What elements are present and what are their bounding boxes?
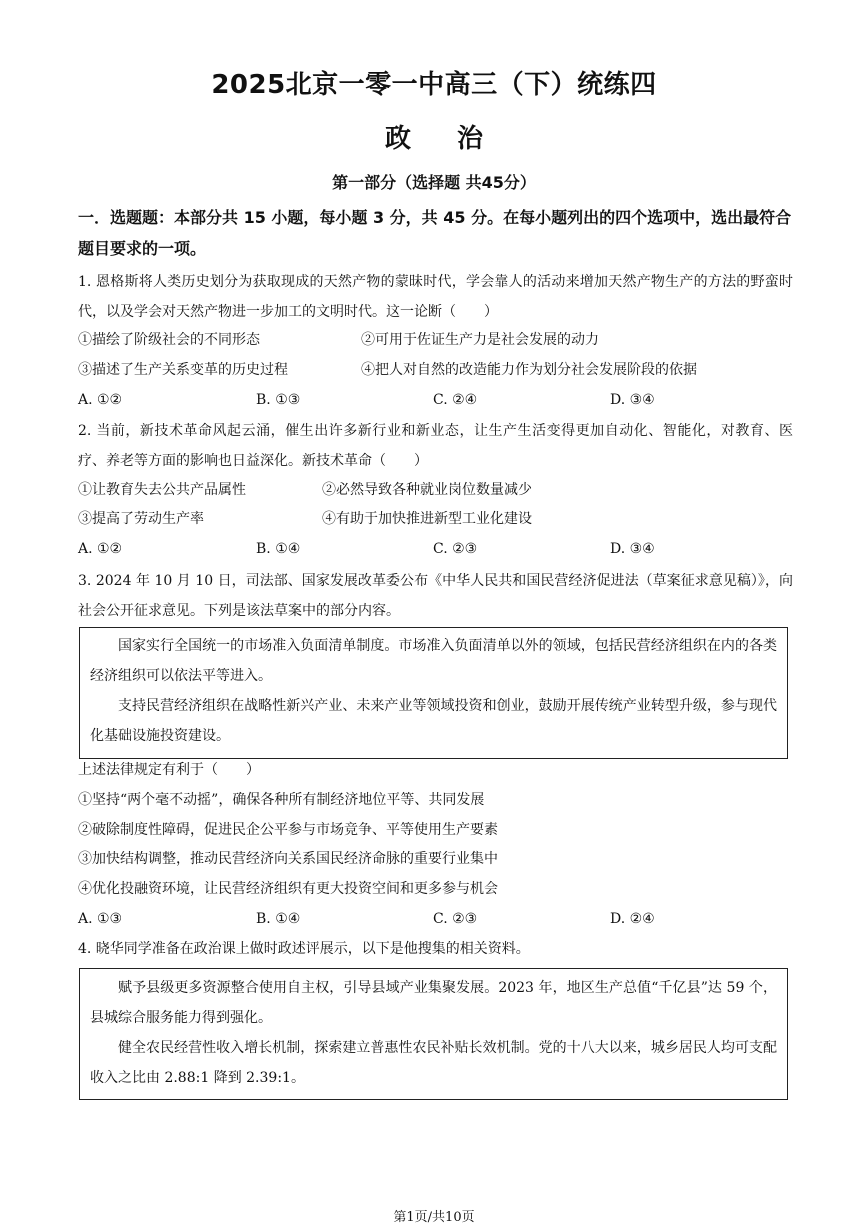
subject-title: 政治: [384, 124, 529, 154]
q2-statement-1: ①让教育失去公共产品属性: [78, 482, 246, 498]
q1-option-d[interactable]: D. ③④: [610, 392, 655, 408]
q1-statement-3: ③描述了生产关系变革的历史过程: [78, 362, 288, 378]
q3-excerpt-paragraph-1: 国家实行全国统一的市场准入负面清单制度。市场准入负面清单以外的领域，包括民营经济组织在内的各类经济组织可以依法平等进入。: [90, 638, 777, 684]
exam-title: 2025北京一零一中高三（下）统练四: [211, 70, 657, 100]
q4-material-paragraph-2: 健全农民经营性收入增长机制，探索建立普惠性农民补贴长效机制。党的十八大以来，城乡居民人均可支配收入之比由 2.88:1 降到 2.39:1。: [90, 1040, 777, 1086]
q2-option-c[interactable]: C. ②③: [433, 541, 478, 557]
q1-option-a[interactable]: A. ①②: [78, 392, 123, 408]
q2-statement-3: ③提高了劳动生产率: [78, 511, 204, 527]
q3-excerpt-paragraph-2: 支持民营经济组织在战略性新兴产业、未来产业等领域投资和创业，鼓励开展传统产业转型升级，参与现代化基础设施投资建设。: [90, 698, 777, 744]
q1-stem: 1. 恩格斯将人类历史划分为获取现成的天然产物的蒙昧时代，学会靠人的活动来增加天然产物生产的方法的野蛮时代，以及学会对天然产物进一步加工的文明时代。这一论断（ ）: [78, 274, 793, 320]
q3-statement-2: ②破除制度性障碍，促进民企公平参与市场竞争、平等使用生产要素: [78, 822, 498, 838]
q1-statement-2: ②可用于佐证生产力是社会发展的动力: [361, 332, 599, 348]
section-instruction: 一．选题题：本部分共 15 小题，每小题 3 分，共 45 分。在每小题列出的四个选项中，选出最符合题目要求的一项。: [78, 208, 792, 258]
q3-statement-3: ③加快结构调整，推动民营经济向关系国民经济命脉的重要行业集中: [78, 851, 498, 867]
q3-stem: 3. 2024 年 10 月 10 日，司法部、国家发展改革委公布《中华人民共和国民营经济促进法（草案征求意见稿）》，向社会公开征求意见。下列是该法草案中的部分内容。: [78, 573, 793, 619]
q3-excerpt-box: [79, 627, 788, 759]
q3-option-c[interactable]: C. ②③: [433, 911, 478, 927]
page-number: 第1页/共10页: [393, 1210, 475, 1225]
q2-statement-4: ④有助于加快推进新型工业化建设: [322, 511, 532, 527]
q3-option-a[interactable]: A. ①③: [78, 911, 123, 927]
q4-stem: 4. 晓华同学准备在政治课上做时政述评展示，以下是他搜集的相关资料。: [78, 941, 530, 957]
q3-option-b[interactable]: B. ①④: [256, 911, 301, 927]
q3-statement-4: ④优化投融资环境，让民营经济组织有更大投资空间和更多参与机会: [78, 881, 498, 897]
q2-option-b[interactable]: B. ①④: [256, 541, 301, 557]
q4-material-paragraph-1: 赋予县级更多资源整合使用自主权，引导县域产业集聚发展。2023 年，地区生产总值“千亿县”达 59 个，县城综合服务能力得到强化。: [90, 980, 777, 1026]
q2-option-a[interactable]: A. ①②: [78, 541, 123, 557]
q1-statement-1: ①描绘了阶级社会的不同形态: [78, 332, 260, 348]
q1-statement-4: ④把人对自然的改造能力作为划分社会发展阶段的依据: [361, 362, 697, 378]
q3-option-d[interactable]: D. ②④: [610, 911, 655, 927]
q1-option-c[interactable]: C. ②④: [433, 392, 478, 408]
q1-option-b[interactable]: B. ①③: [256, 392, 301, 408]
q2-statement-2: ②必然导致各种就业岗位数量减少: [322, 482, 532, 498]
q3-statement-1: ①坚持“两个毫不动摇”，确保各种所有制经济地位平等、共同发展: [78, 792, 485, 808]
q3-lead: 上述法律规定有利于（ ）: [78, 762, 260, 778]
part-heading: 第一部分（选择题 共45分）: [332, 173, 536, 192]
q2-option-d[interactable]: D. ③④: [610, 541, 655, 557]
q4-material-box: [79, 968, 788, 1100]
q2-stem: 2. 当前，新技术革命风起云涌，催生出许多新行业和新业态，让生产生活变得更加自动化、智能化，对教育、医疗、养老等方面的影响也日益深化。新技术革命（ ）: [78, 423, 793, 469]
